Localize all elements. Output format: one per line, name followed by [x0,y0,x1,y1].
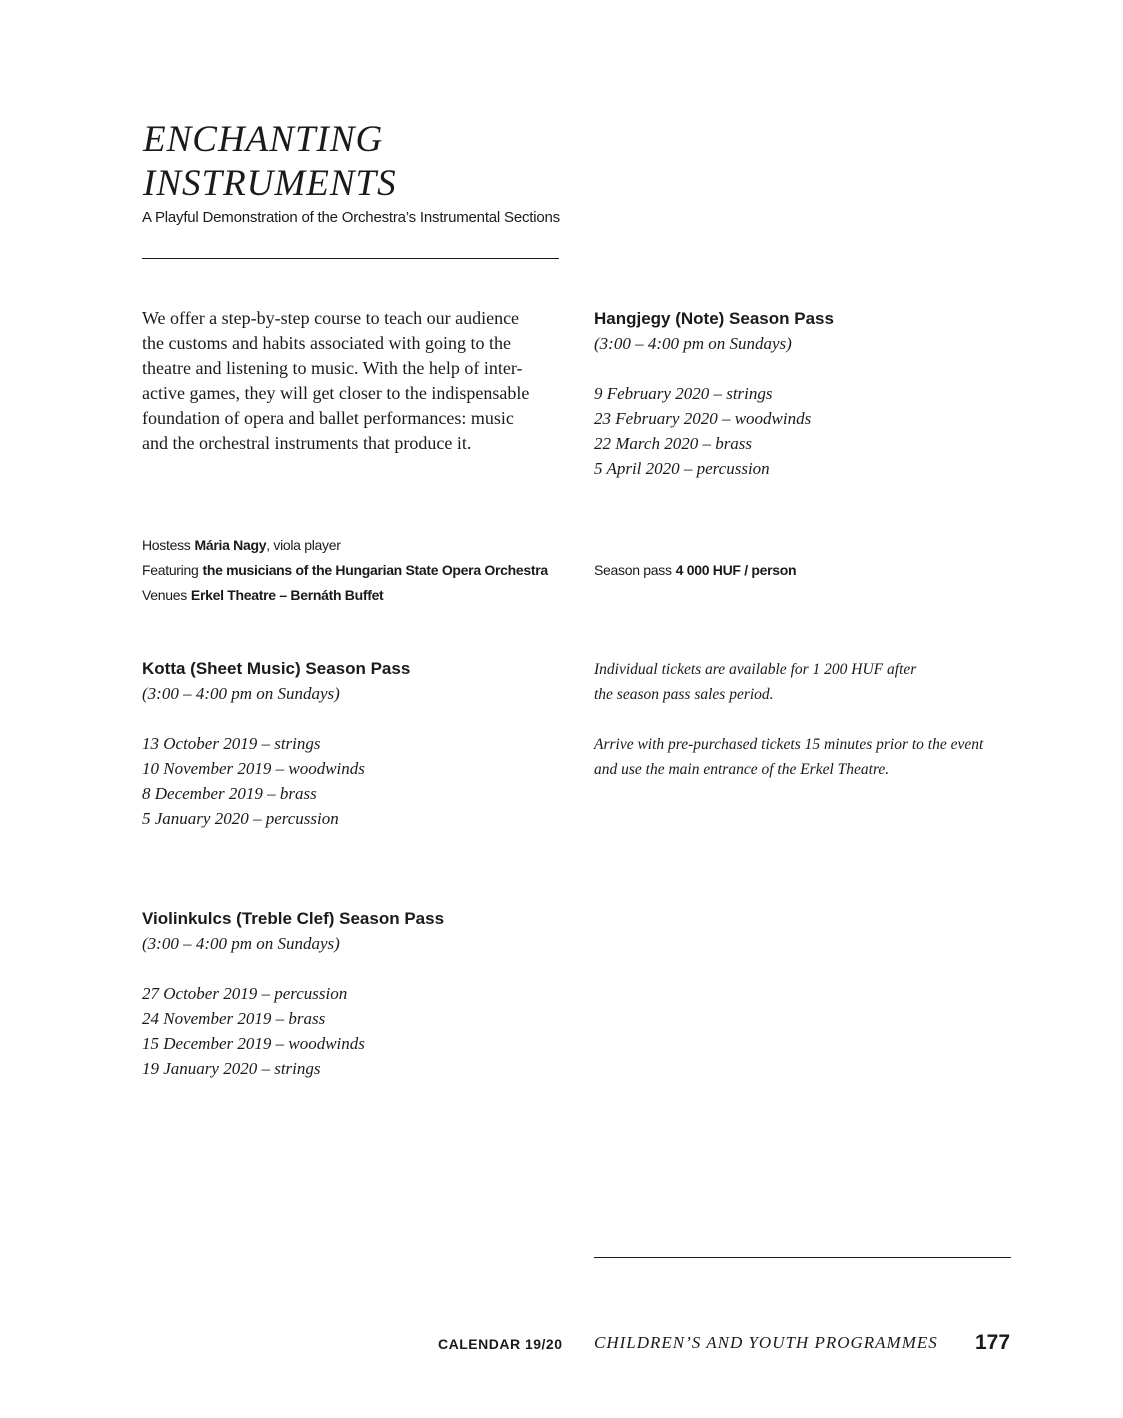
intro-line: We offer a step-by-step course to teach our audience [142,308,520,328]
credit-value: the musicians of the Hungarian State Opera Orchestra [202,562,548,578]
credit-hostess [142,533,548,558]
page-subtitle: A Playful Demonstration of the Orchestra’s Instrumental Sections [142,209,560,226]
hangjegy-season-pass [594,306,834,481]
note-line: Arrive with pre-purchased tickets 15 minutes prior to the event [594,736,984,753]
note-spacer [594,707,1014,732]
section-time: (3:00 – 4:00 pm on Sundays) [594,334,792,353]
kotta-season-pass [142,656,410,831]
section-title: Violinkulcs (Treble Clef) Season Pass [142,909,445,928]
price-value: 4 000 HUF / person [675,562,797,578]
credit-role: , viola player [266,537,341,553]
date-item: 22 March 2020 – brass [594,434,753,453]
title-line-2: INSTRUMENTS [143,163,397,204]
ticket-notes [594,657,1014,782]
intro-line: active games, they will get closer to the indispensable [142,383,530,403]
date-item: 27 October 2019 – percussion [142,984,348,1003]
date-item: 24 November 2019 – brass [142,1009,326,1028]
date-item: 9 February 2020 – strings [594,384,773,403]
title-line-1: ENCHANTING [143,119,384,160]
title-divider [142,258,559,259]
intro-line: the customs and habits associated with going to the [142,333,511,353]
intro-line: theatre and listening to music. With the help of inter- [142,358,523,378]
date-list [142,981,444,1081]
section-title: Hangjegy (Note) Season Pass [594,309,834,328]
credit-value: Erkel Theatre – Bernáth Buffet [190,587,384,603]
credit-value: Mária Nagy [194,537,267,553]
date-item: 5 January 2020 – percussion [142,809,339,828]
violinkulcs-season-pass [142,906,444,1081]
footer-section-label: CHILDREN’S AND YOUTH PROGRAMMES [594,1333,938,1352]
intro-line: and the orchestral instruments that produce it. [142,433,472,453]
footer-calendar-label: CALENDAR 19/20 [438,1336,563,1352]
section-time: (3:00 – 4:00 pm on Sundays) [142,684,340,703]
date-item: 10 November 2019 – woodwinds [142,759,365,778]
date-item: 15 December 2019 – woodwinds [142,1034,365,1053]
section-time: (3:00 – 4:00 pm on Sundays) [142,934,340,953]
credit-label: Featuring [142,562,199,578]
credit-venues [142,583,548,608]
date-list [142,731,410,831]
note-line: and use the main entrance of the Erkel Theatre. [594,761,890,778]
intro-line: foundation of opera and ballet performances: music [142,408,514,428]
date-item: 19 January 2020 – strings [142,1059,321,1078]
note-line: the season pass sales period. [594,686,774,703]
credit-featuring [142,558,548,583]
section-title: Kotta (Sheet Music) Season Pass [142,659,411,678]
date-item: 23 February 2020 – woodwinds [594,409,812,428]
date-list [594,381,834,481]
footer-divider [594,1257,1011,1258]
page-title [143,118,397,206]
price-label: Season pass [594,562,672,578]
page-number: 177 [975,1331,1011,1354]
date-item: 8 December 2019 – brass [142,784,317,803]
season-pass-price [594,558,796,583]
credit-label: Hostess [142,537,191,553]
date-item: 5 April 2020 – percussion [594,459,770,478]
date-item: 13 October 2019 – strings [142,734,321,753]
intro-paragraph [142,306,562,456]
credit-label: Venues [142,587,187,603]
note-line: Individual tickets are available for 1 200 HUF after [594,661,917,678]
credits-block [142,533,548,608]
